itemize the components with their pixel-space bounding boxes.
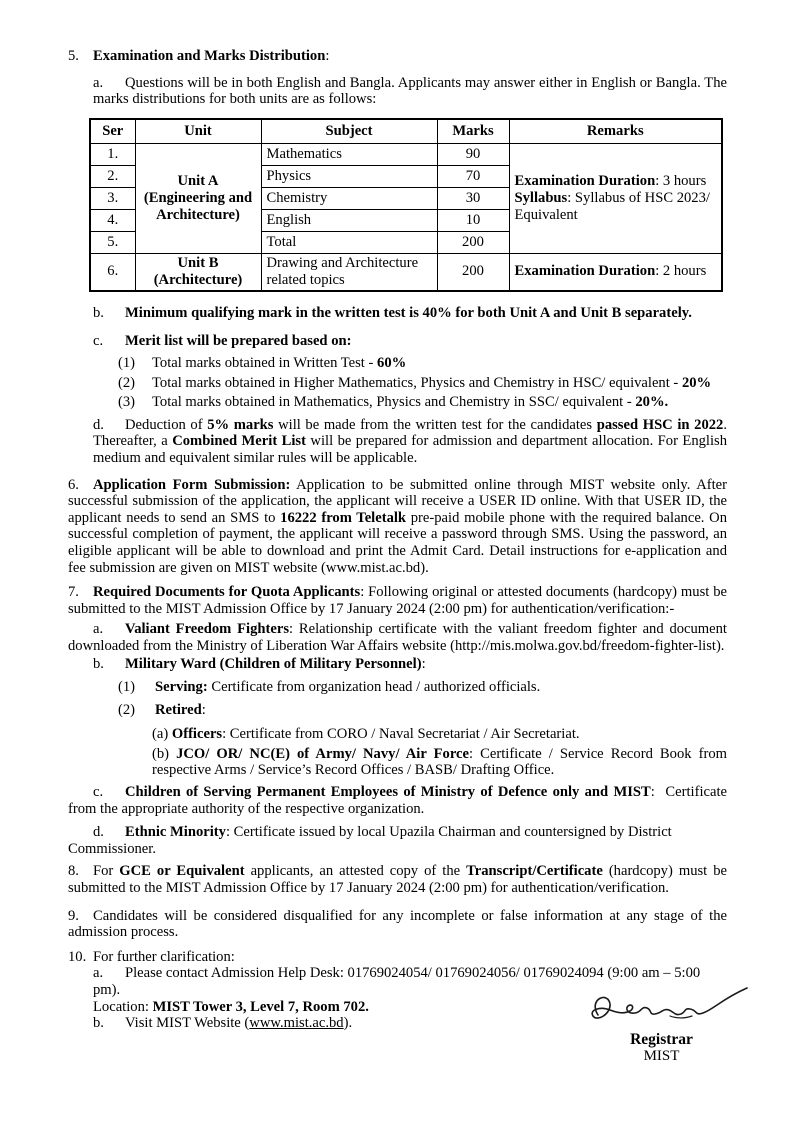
item-5a	[93, 75, 727, 108]
text-run: :	[325, 48, 330, 64]
item-5c-3	[118, 394, 727, 411]
table-row	[90, 143, 722, 165]
item-10b-label: b.	[93, 1015, 104, 1032]
header-remarks: Remarks	[509, 119, 722, 144]
text-run: Total marks obtained in Mathematics, Physics and Chemistry in SSC/ equivalent -	[152, 394, 636, 411]
item-6	[68, 477, 727, 577]
ser-cell-3: 3.	[90, 187, 135, 209]
item-7c	[68, 784, 727, 817]
text-run: passed HSC in 2022	[596, 416, 724, 433]
signature-scribble	[574, 985, 749, 1031]
item-10a-label: a.	[93, 965, 104, 982]
text-run: Military Ward (Children of Military Personnel)	[125, 656, 422, 673]
subject-cell-6: Drawing and Architecture related topics	[261, 253, 437, 291]
item-5b-label: b.	[93, 304, 104, 321]
text-run: GCE or Equivalent	[119, 863, 245, 880]
item-7a	[68, 621, 727, 654]
ser-cell-5: 5.	[90, 231, 135, 253]
signature-title: Registrar	[630, 1031, 693, 1048]
text-run: (a)	[152, 726, 172, 743]
remarks-a-line2	[515, 190, 717, 224]
text-run: Valiant Freedom Fighters	[125, 621, 290, 638]
text-run: For	[93, 863, 120, 880]
text-run: : Syllabus of HSC 2023/ Equivalent	[514, 189, 710, 223]
text-run: Ethnic Minority	[125, 824, 226, 841]
item-7b-2a	[152, 726, 727, 743]
header-ser: Ser	[90, 119, 135, 144]
subject-cell-3: Chemistry	[261, 187, 437, 209]
text-run: : Relationship certificate with the valiant freedom fighter and document downloaded from the Ministry of Liberation War Affairs website (http://mis.molwa.gov.bd/freedom-fighter-list).	[68, 621, 727, 654]
text-run: : Certificate from the appropriate authority of the respective organization.	[68, 784, 727, 817]
ser-cell-6: 6.	[90, 253, 135, 291]
text-run: . Thereafter, a	[93, 416, 727, 450]
item-5c-1	[118, 355, 727, 372]
item-5-number: 5.	[68, 48, 79, 64]
item-7	[68, 584, 727, 617]
item-10	[68, 949, 727, 966]
header-unit: Unit	[135, 119, 261, 144]
item-6-number: 6.	[68, 476, 79, 493]
ser-cell-2: 2.	[90, 165, 135, 187]
marks-cell-6: 200	[437, 253, 509, 291]
subject-cell-5: Total	[261, 231, 437, 253]
item-5c-1-label: (1)	[118, 354, 136, 371]
marks-cell-4: 10	[437, 209, 509, 231]
item-5c	[93, 333, 727, 350]
unit-a-cell: Unit A (Engineering and Architecture)	[135, 143, 261, 253]
item-7b-2-label: (2)	[118, 701, 136, 718]
text-run: Location:	[93, 998, 153, 1015]
text-run: Children of Serving Permanent Employees of Ministry of Defence only and MIST	[125, 784, 651, 801]
text-run: pre-paid mobile phone with the required balance. On successful completion of payment, the applicant will receive a password through SMS. Using the password, an eligible applicant will be able to download and print the Admit Card. Detail instructions for e-application and fee submission are given on MIST website (www.mist.ac.bd).	[68, 509, 727, 576]
text-run: : 2 hours	[655, 263, 707, 280]
text-run: : Certificate issued by local Upazila Chairman and countersigned by District Commissioner.	[68, 824, 672, 857]
marks-cell-1: 90	[437, 143, 509, 165]
mist-website-link[interactable]: www.mist.ac.bd	[249, 1015, 344, 1032]
item-7b-2b	[152, 746, 727, 779]
table-row	[90, 253, 722, 291]
text-run: Syllabus	[514, 189, 568, 206]
marks-table	[89, 118, 723, 292]
text-run: Officers	[171, 726, 223, 743]
item-8	[68, 863, 727, 896]
text-run: : 3 hours	[655, 172, 707, 189]
text-run: : Certificate / Service Record Book from respective Arms / Service’s Record Offices / BASB/ Drafting Office.	[152, 745, 727, 779]
remarks-a-line1	[515, 173, 717, 190]
item-7d	[68, 824, 727, 857]
text-run: applicants, an attested copy of the	[244, 863, 467, 880]
header-marks: Marks	[437, 119, 509, 144]
text-run: : Following original or attested documents (hardcopy) must be submitted to the MIST Admission Office by 17 January 2024 (2:00 pm) for authentication/verification:-	[68, 584, 727, 617]
marks-cell-2: 70	[437, 165, 509, 187]
item-9-number: 9.	[68, 907, 79, 924]
text-run: Transcript/Certificate	[466, 863, 603, 880]
signature-block	[574, 985, 749, 1065]
item-8-number: 8.	[68, 863, 79, 880]
text-run: Required Documents for Quota Applicants	[93, 584, 361, 601]
subject-cell-4: English	[261, 209, 437, 231]
text-run: JCO/ OR/ NC(E) of Army/ Navy/ Air Force	[176, 745, 470, 762]
text-run: (b)	[152, 745, 177, 762]
text-run: MIST Tower 3, Level 7, Room 702.	[152, 998, 369, 1015]
item-7b-2	[118, 702, 727, 719]
text-run: Candidates will be considered disqualified for any incomplete or false information at any stage of the admission process.	[68, 907, 727, 941]
text-run: ).	[343, 1015, 353, 1032]
marks-cell-5: 200	[437, 231, 509, 253]
item-7-number: 7.	[68, 584, 79, 601]
text-run: 20%	[681, 374, 712, 391]
text-run: (hardcopy) must be submitted to the MIST Admission Office by 17 January 2024 (2:00 pm) for authentication/verification.	[68, 863, 728, 896]
text-run: Examination and Marks Distribution	[93, 48, 326, 64]
text-run: Deduction of	[125, 416, 208, 433]
text-run: Total marks obtained in Written Test -	[152, 354, 378, 371]
text-run: Application Form Submission:	[93, 476, 291, 493]
text-run: Retired	[155, 701, 202, 718]
text-run: Serving:	[155, 679, 208, 696]
item-7b-label: b.	[93, 656, 104, 673]
text-run: : Certificate from CORO / Naval Secretariat / Air Secretariat.	[222, 726, 580, 743]
item-5c-label: c.	[93, 333, 104, 350]
item-7c-label: c.	[93, 784, 104, 801]
text-run: Certificate from organization head / authorized officials.	[207, 679, 541, 696]
item-9	[68, 908, 727, 941]
text-run: 20%.	[635, 394, 669, 411]
text-run: :	[421, 656, 426, 673]
text-run: Examination Duration	[514, 263, 656, 280]
text-run: Visit MIST Website (	[125, 1015, 250, 1032]
marks-cell-3: 30	[437, 187, 509, 209]
text-run: For further clarification:	[93, 948, 235, 965]
text-run: will be made from the written test for the candidates	[273, 416, 597, 433]
text-run: 16222 from Teletalk	[280, 509, 407, 526]
item-5-title	[93, 48, 329, 64]
text-run: Minimum qualifying mark in the written test is 40% for both Unit A and Unit B separately.	[125, 304, 692, 321]
item-5b	[93, 305, 727, 322]
text-run: 5% marks	[207, 416, 274, 433]
remarks-unit-a-cell	[509, 143, 722, 253]
subject-cell-1: Mathematics	[261, 143, 437, 165]
text-run: Questions will be in both English and Bangla. Applicants may answer either in English or Bangla. The marks distributions for both units are as follows:	[93, 74, 727, 108]
header-subject: Subject	[261, 119, 437, 144]
unit-b-cell: Unit B (Architecture)	[135, 253, 261, 291]
text-run: Examination Duration	[514, 172, 656, 189]
item-5c-3-label: (3)	[118, 394, 136, 411]
text-run: Merit list will be prepared based on:	[125, 333, 352, 350]
item-5-heading	[68, 48, 727, 65]
signature-org: MIST	[643, 1048, 680, 1064]
item-7d-label: d.	[93, 824, 104, 841]
item-7a-label: a.	[93, 621, 104, 638]
item-5c-2	[118, 375, 727, 392]
text-run: Total marks obtained in Higher Mathematics, Physics and Chemistry in HSC/ equivalent -	[152, 374, 682, 391]
table-header-row	[90, 119, 722, 144]
ser-cell-1: 1.	[90, 143, 135, 165]
subject-cell-2: Physics	[261, 165, 437, 187]
item-5d	[93, 417, 727, 467]
item-7b-1-label: (1)	[118, 679, 136, 696]
text-run: Combined Merit List	[172, 433, 306, 450]
item-5d-label: d.	[93, 416, 104, 433]
text-run: 60%	[377, 354, 407, 371]
remarks-unit-b-cell	[509, 253, 722, 291]
text-run: Please contact Admission Help Desk: 01769024054/ 01769024056/ 01769024094 (9:00 am – 5:00 pm).	[93, 965, 701, 998]
text-run: :	[201, 701, 206, 718]
item-5c-2-label: (2)	[118, 374, 136, 391]
item-7b	[68, 656, 727, 673]
item-5a-label: a.	[93, 74, 104, 91]
item-7b-1	[118, 679, 727, 696]
ser-cell-4: 4.	[90, 209, 135, 231]
text-run: will be prepared for admission and department allocation. For English medium and equivalent similar rules will be applicable.	[93, 433, 727, 466]
item-10-number: 10.	[68, 948, 87, 965]
text-run: Application to be submitted online through MIST website only. After successful submission of the application, the applicant will receive a USER ID online. With that USER ID, the applicant needs to send an SMS to	[68, 476, 727, 526]
